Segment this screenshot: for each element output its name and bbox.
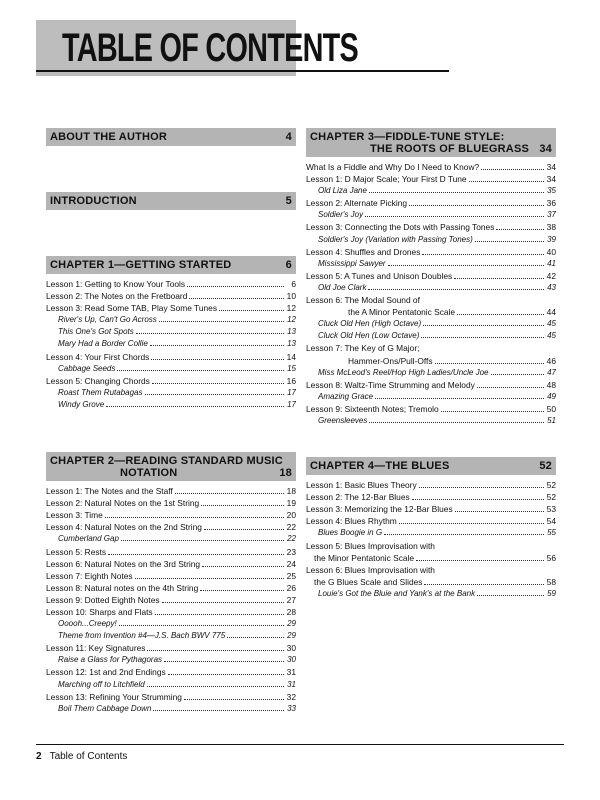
- leader-dots: [150, 345, 284, 346]
- chapter-page: 34: [539, 143, 552, 155]
- toc-entry[interactable]: Lesson 1: D Major Scale; Your First D Tune 34: [306, 174, 556, 185]
- entry-page: 20: [286, 510, 296, 521]
- entry-title: Lesson 6: Natural Notes on the 3rd String: [46, 558, 201, 569]
- entry-title: Lesson 4: Natural Notes on the 2nd String: [46, 522, 202, 533]
- entry-title: Lesson 13: Refining Your Strumming: [46, 691, 182, 702]
- left-column: [46, 128, 296, 715]
- entry-page: 30: [286, 643, 296, 654]
- toc-entry-line2[interactable]: Hammer-Ons/Pull-Offs 46: [348, 355, 556, 366]
- entry-title: River's Up, Can't Go Across: [58, 315, 157, 325]
- leader-dots: [151, 359, 284, 360]
- entry-page: 29: [287, 619, 296, 629]
- toc-entry-song[interactable]: [46, 363, 296, 375]
- leader-dots: [189, 298, 284, 299]
- chapter-header-1[interactable]: [46, 256, 296, 274]
- toc-entry-song[interactable]: [46, 618, 296, 630]
- toc-entry-song[interactable]: Cluck Old Hen (High Octave) 45: [318, 319, 556, 329]
- entry-title: Boil Them Cabbage Down: [58, 703, 152, 713]
- toc-entry-song[interactable]: Cluck Old Hen (Low Octave) 45: [318, 331, 556, 341]
- toc-entry-song[interactable]: [46, 387, 296, 399]
- toc-entry-line1[interactable]: Lesson 6: The Modal Sound of: [306, 295, 420, 306]
- toc-entry-song[interactable]: [46, 630, 296, 642]
- toc-entry-song[interactable]: Greensleeves 51: [318, 415, 556, 425]
- entry-page: 13: [287, 339, 296, 349]
- chapter-4-entries: [306, 479, 556, 600]
- entry-page: 31: [287, 679, 296, 689]
- toc-entry[interactable]: Lesson 8: Waltz-Time Strumming and Melody 48: [306, 379, 556, 390]
- entry-page: 13: [287, 327, 296, 337]
- section-header-introduction[interactable]: [46, 192, 296, 210]
- entry-title: Lesson 2: The Notes on the Fretboard: [46, 291, 188, 302]
- entry-title: Mary Had a Border Collie: [58, 339, 148, 349]
- entry-page: 25: [286, 570, 296, 581]
- leader-dots: [202, 566, 284, 567]
- toc-entry[interactable]: [46, 302, 296, 314]
- toc-entry-song[interactable]: [46, 314, 296, 326]
- toc-entry-line1[interactable]: Lesson 5: Blues Improvisation with: [306, 540, 435, 551]
- entry-page: 17: [287, 399, 296, 409]
- leader-dots: [168, 674, 284, 675]
- leader-dots: [201, 505, 284, 506]
- toc-entry-line2[interactable]: the Minor Pentatonic Scale 56: [314, 552, 556, 563]
- chapter-header-2[interactable]: [46, 452, 296, 481]
- entry-title: Cumberland Gap: [58, 534, 119, 544]
- chapter-header-4[interactable]: [306, 457, 556, 475]
- chapter-title-line2: NOTATION: [120, 467, 178, 480]
- entry-title: Windy Grove: [58, 399, 105, 409]
- entry-title: Lesson 7: Eighth Notes: [46, 570, 133, 581]
- leader-dots: [147, 686, 284, 687]
- section-title: INTRODUCTION: [50, 195, 137, 207]
- toc-entry[interactable]: [46, 290, 296, 302]
- entry-title: Lesson 2: Natural Notes on the 1st String: [46, 498, 200, 509]
- entry-page: 29: [287, 631, 296, 641]
- entry-title: Lesson 10: Sharps and Flats: [46, 606, 153, 617]
- entry-page: 26: [286, 582, 296, 593]
- chapter-header-3[interactable]: [306, 128, 556, 157]
- chapter-1-entries: [46, 278, 296, 411]
- toc-entry[interactable]: [46, 497, 296, 509]
- toc-entry-song[interactable]: Amazing Grace 49: [318, 391, 556, 401]
- entry-page: 15: [287, 363, 296, 373]
- chapter-title: CHAPTER 1—GETTING STARTED: [50, 259, 232, 271]
- right-column: [306, 128, 556, 600]
- leader-dots: [135, 578, 284, 579]
- toc-entry[interactable]: Lesson 4: Shuffles and Drones 40: [306, 246, 556, 257]
- toc-entry[interactable]: Lesson 4: Blues Rhythm 54: [306, 516, 556, 527]
- toc-entry[interactable]: [46, 351, 296, 363]
- chapter-title-line1: CHAPTER 3—FIDDLE-TUNE STYLE:: [310, 131, 505, 143]
- leader-dots: [219, 310, 284, 311]
- leader-dots: [204, 529, 284, 530]
- entry-title: Ooooh...Creepy!: [58, 619, 117, 629]
- leader-dots: [121, 540, 284, 541]
- leader-dots: [164, 661, 284, 662]
- toc-entry[interactable]: Lesson 3: Memorizing the 12-Bar Blues 53: [306, 504, 556, 515]
- entry-page: 14: [286, 351, 296, 362]
- leader-dots: [162, 602, 284, 603]
- leader-dots: [119, 625, 284, 626]
- chapter-page: 18: [279, 467, 292, 480]
- entry-title: This One's Got Spots: [58, 327, 134, 337]
- footer-rule: [36, 744, 564, 745]
- entry-page: 32: [286, 691, 296, 702]
- entry-title: Lesson 1: Getting to Know Your Tools: [46, 279, 186, 289]
- entry-title: Marching off to Litchfield: [58, 679, 145, 689]
- title-rule: [36, 70, 449, 72]
- toc-entry[interactable]: [46, 570, 296, 582]
- entry-title: Theme from Invention #4—J.S. Bach BWV 775: [58, 631, 226, 641]
- entry-title: Lesson 4: Your First Chords: [46, 351, 150, 362]
- leader-dots: [155, 614, 284, 615]
- entry-title: Roast Them Rutabagas: [58, 387, 143, 397]
- toc-entry[interactable]: Lesson 5: A Tunes and Unison Doubles 42: [306, 270, 556, 281]
- toc-entry-line1[interactable]: Lesson 7: The Key of G Major;: [306, 343, 420, 354]
- leader-dots: [227, 637, 284, 638]
- entry-page: 30: [287, 655, 296, 665]
- toc-entry-song[interactable]: [46, 326, 296, 338]
- leader-dots: [106, 406, 284, 407]
- entry-page: 17: [287, 387, 296, 397]
- entry-title: Lesson 5: Changing Chords: [46, 375, 150, 386]
- toc-entry[interactable]: Lesson 2: Alternate Picking 36: [306, 198, 556, 209]
- toc-entry[interactable]: [46, 606, 296, 618]
- section-page: 5: [285, 195, 292, 207]
- toc-entry[interactable]: [46, 375, 296, 387]
- toc-entry[interactable]: [46, 546, 296, 558]
- entry-page: 27: [286, 594, 296, 605]
- toc-entry[interactable]: Lesson 9: Sixteenth Notes; Tremolo 50: [306, 403, 556, 414]
- entry-title: Lesson 12: 1st and 2nd Endings: [46, 667, 166, 678]
- toc-entry-song[interactable]: [46, 533, 296, 545]
- entry-page: 31: [286, 667, 296, 678]
- toc-entry[interactable]: What Is a Fiddle and Why Do I Need to Know? 34: [306, 162, 556, 172]
- page-title: TABLE OF CONTENTS: [62, 26, 359, 70]
- toc-entry-song[interactable]: [46, 399, 296, 411]
- leader-dots: [159, 321, 284, 322]
- chapter-title-line2: THE ROOTS OF BLUEGRASS: [370, 143, 530, 155]
- entry-page: 18: [286, 486, 296, 497]
- leader-dots: [200, 590, 284, 591]
- leader-dots: [184, 699, 284, 700]
- toc-entry-song[interactable]: Blues Boogie in G 55: [318, 528, 556, 538]
- entry-title: Lesson 11: Key Signatures: [46, 643, 146, 654]
- entry-title: Lesson 9: Dotted Eighth Notes: [46, 594, 160, 605]
- entry-page: 33: [287, 703, 296, 713]
- toc-entry[interactable]: [46, 278, 296, 290]
- leader-dots: [105, 517, 284, 518]
- toc-entry-song[interactable]: Soldier's Joy 37: [318, 210, 556, 220]
- toc-entry[interactable]: [46, 642, 296, 654]
- chapter-page: 6: [285, 259, 292, 271]
- leader-dots: [153, 710, 284, 711]
- leader-dots: [136, 333, 284, 334]
- toc-entry-song[interactable]: Soldier's Joy (Variation with Passing Tones) 39: [318, 234, 556, 244]
- entry-title: Lesson 5: Rests: [46, 546, 107, 557]
- leader-dots: [152, 383, 284, 384]
- leader-dots: [175, 493, 284, 494]
- chapter-title-line1: CHAPTER 2—READING STANDARD MUSIC: [50, 455, 283, 468]
- section-title: ABOUT THE AUTHOR: [50, 131, 168, 143]
- toc-entry-line2[interactable]: the G Blues Scale and Slides 58: [314, 576, 556, 587]
- entry-page: 24: [286, 558, 296, 569]
- entry-title: Raise a Glass for Pythagoras: [58, 655, 163, 665]
- toc-entry[interactable]: [46, 666, 296, 678]
- page-footer: [36, 751, 127, 762]
- toc-entry[interactable]: [46, 594, 296, 606]
- toc-entry-song[interactable]: [46, 703, 296, 715]
- leader-dots: [187, 286, 284, 287]
- toc-entry-song[interactable]: [46, 679, 296, 691]
- entry-page: 10: [286, 291, 296, 302]
- entry-title: Lesson 1: The Notes and the Staff: [46, 486, 173, 497]
- entry-page: 23: [286, 546, 296, 557]
- toc-entry-song[interactable]: Louie's Got the Bluie and Yank's at the Bank 59: [318, 588, 556, 598]
- toc-entry-song[interactable]: [46, 654, 296, 666]
- toc-entry[interactable]: [46, 558, 296, 570]
- toc-entry-song[interactable]: [46, 338, 296, 350]
- section-header-about[interactable]: [46, 128, 296, 146]
- entry-page: 12: [287, 315, 296, 325]
- toc-entry[interactable]: [46, 582, 296, 594]
- chapter-2-entries: [46, 485, 296, 715]
- toc-entry[interactable]: Lesson 1: Basic Blues Theory 52: [306, 480, 556, 491]
- toc-entry-song[interactable]: Mississippi Sawyer 41: [318, 258, 556, 268]
- entry-page: 19: [286, 498, 296, 509]
- toc-entry-line1[interactable]: Lesson 6: Blues Improvisation with: [306, 564, 435, 575]
- entry-page: 6: [291, 279, 296, 289]
- entry-title: Lesson 3: Read Some TAB, Play Some Tunes: [46, 303, 218, 314]
- chapter-3-entries: [306, 161, 556, 427]
- entry-title: Lesson 3: Time: [46, 510, 103, 521]
- chapter-page: 52: [539, 460, 552, 473]
- entry-page: 28: [286, 606, 296, 617]
- toc-entry[interactable]: Lesson 3: Connecting the Dots with Passing Tones 38: [306, 222, 556, 233]
- section-page: 4: [285, 131, 292, 143]
- leader-dots: [108, 554, 284, 555]
- toc-entry-song[interactable]: Old Liza Jane 35: [318, 186, 556, 196]
- toc-entry[interactable]: [46, 509, 296, 521]
- toc-entry-song[interactable]: Old Joe Clark 43: [318, 282, 556, 292]
- toc-entry[interactable]: [46, 521, 296, 533]
- entry-page: 12: [286, 303, 296, 314]
- toc-entry[interactable]: Lesson 2: The 12-Bar Blues 52: [306, 492, 556, 503]
- leader-dots: [147, 650, 284, 651]
- footer-label: Table of Contents: [49, 751, 128, 762]
- toc-entry-line2[interactable]: the A Minor Pentatonic Scale 44: [348, 307, 556, 318]
- footer-page-number: 2: [36, 751, 42, 762]
- toc-entry[interactable]: [46, 691, 296, 703]
- toc-entry[interactable]: [46, 485, 296, 497]
- entry-page: 16: [286, 375, 296, 386]
- entry-title: Cabbage Seeds: [58, 363, 116, 373]
- entry-page: 22: [287, 534, 296, 544]
- toc-entry-song[interactable]: Miss McLeod's Reel/Hop High Ladies/Uncle Joe 47: [318, 367, 556, 377]
- leader-dots: [117, 370, 284, 371]
- entry-page: 22: [286, 522, 296, 533]
- entry-title: Lesson 8: Natural notes on the 4th String: [46, 582, 199, 593]
- chapter-title: CHAPTER 4—THE BLUES: [310, 460, 450, 473]
- leader-dots: [145, 394, 285, 395]
